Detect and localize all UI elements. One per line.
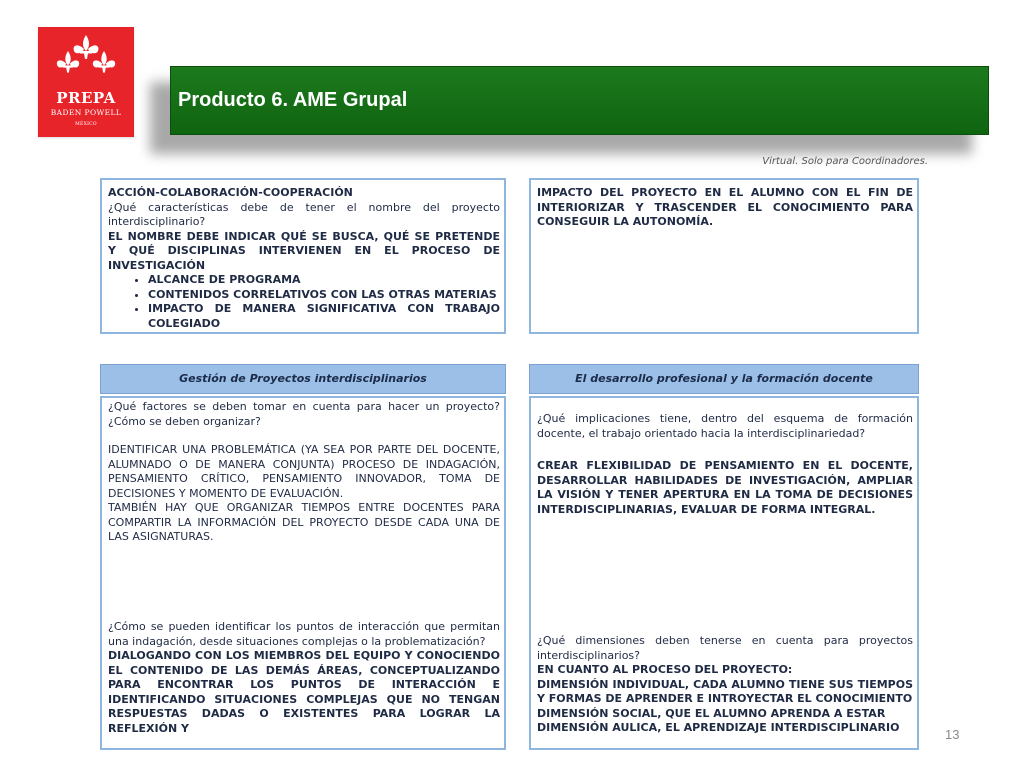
- box-gestion-question-2: ¿Cómo se pueden identificar los puntos de interacción que permitan una indagación, desde situaciones complejas o la problematización?: [108, 620, 500, 648]
- page-number: 13: [945, 727, 960, 742]
- box-desarrollo-question-2: ¿Qué dimensiones deben tenerse en cuenta para proyectos interdisciplinarios?: [537, 634, 913, 662]
- list-item: • CONTENIDOS CORRELATIVOS CON LAS OTRAS MATERIAS: [148, 288, 500, 303]
- box-accion-heading: ACCIÓN-COLABORACIÓN-COOPERACIÓN: [108, 186, 353, 199]
- box-gestion-answer-1: IDENTIFICAR UNA PROBLEMÁTICA (YA SEA POR PARTE DEL DOCENTE, ALUMNADO O DE MANERA CONJUNTA) PROCESO DE INDAGACIÓN, PENSAMIENTO CRÍTICO, PENSAMIENTO INNOVADOR, TOMA DE DECISIONES Y MOMENTO DE EVALUACIÓN.: [108, 443, 500, 500]
- box-accion-bullets: [108, 273, 500, 331]
- doc-top-note: Virtual. Solo para Coordinadores.: [762, 156, 928, 167]
- box-gestion-question-1: ¿Qué factores se deben tomar en cuenta para hacer un proyecto? ¿Cómo se deben organizar?: [108, 400, 500, 428]
- prepa-logo: [38, 27, 134, 137]
- title-banner: [171, 67, 988, 134]
- box-desarrollo-content: [537, 412, 913, 517]
- box-desarrollo-answer-2b: DIMENSIÓN INDIVIDUAL, CADA ALUMNO TIENE SUS TIEMPOS Y FORMAS DE APRENDER E INTROYECTAR EL CONOCIMIENTO: [537, 677, 913, 705]
- fleur-de-lis-icon: [38, 31, 134, 83]
- box-desarrollo-header: El desarrollo profesional y la formación docente: [529, 364, 919, 394]
- box-gestion-answer-2: DIALOGANDO CON LOS MIEMBROS DEL EQUIPO Y CONOCIENDO EL CONTENIDO DE LAS DEMÁS ÁREAS, CONCEPTUALIZANDO PARA ENCONTRAR LOS PUNTOS DE INTERACCIÓN E IDENTIFICANDO SITUACIONES COMPLEJAS QUE NO TENGAN RESPUESTAS DADAS O EXISTENTES PARA LOGRAR LA REFLEXIÓN Y: [108, 649, 500, 735]
- box-desarrollo-answer-2d: DIMENSIÓN AULICA, EL APRENDIZAJE INTERDISCIPLINARIO: [537, 721, 900, 734]
- page-title: Producto 6. AME Grupal: [178, 89, 408, 111]
- box-gestion-answer-1b: TAMBIÉN HAY QUE ORGANIZAR TIEMPOS ENTRE DOCENTES PARA COMPARTIR LA INFORMACIÓN DEL PROYECTO DESDE CADA UNA DE LAS ASIGNATURAS.: [108, 501, 500, 543]
- box-accion-content: [108, 186, 500, 331]
- box-desarrollo-answer-2a: EN CUANTO AL PROCESO DEL PROYECTO:: [537, 663, 793, 676]
- box-desarrollo-content-2: [537, 634, 913, 736]
- box-desarrollo-answer-2c: DIMENSIÓN SOCIAL, QUE EL ALUMNO APRENDA A ESTAR: [537, 706, 886, 720]
- box-accion-question: ¿Qué características debe de tener el nombre del proyecto interdisciplinario?: [108, 200, 500, 228]
- box-gestion-content: [108, 400, 500, 545]
- list-item: • IMPACTO DE MANERA SIGNIFICATIVA CON TRABAJO COLEGIADO: [148, 302, 500, 331]
- logo-brand: PREPA: [56, 89, 116, 107]
- box-desarrollo-answer-1: CREAR FLEXIBILIDAD DE PENSAMIENTO EN EL DOCENTE, DESARROLLAR HABILIDADES DE INVESTIGACIÓN, AMPLIAR LA VISIÓN Y TENER APERTURA EN LA TOMA DE DECISIONES INTERDISCIPLINARIAS, EVALUAR DE FORMA INTEGRAL.: [537, 459, 913, 516]
- box-gestion-content-2: [108, 620, 500, 736]
- box-impacto-text: IMPACTO DEL PROYECTO EN EL ALUMNO CON EL FIN DE INTERIORIZAR Y TRASCENDER EL CONOCIMIENTO PARA CONSEGUIR LA AUTONOMÍA.: [537, 186, 913, 228]
- box-gestion-header: Gestión de Proyectos interdisciplinarios: [100, 364, 506, 394]
- box-desarrollo-question-1: ¿Qué implicaciones tiene, dentro del esquema de formación docente, el trabajo orientado hacia la interdisciplinariedad?: [537, 412, 913, 440]
- box-accion-answer: EL NOMBRE DEBE INDICAR QUÉ SE BUSCA, QUÉ SE PRETENDE Y QUÉ DISCIPLINAS INTERVIENEN EN EL PROCESO DE INVESTIGACIÓN: [108, 229, 500, 272]
- logo-country: MÉXICO: [75, 122, 97, 127]
- logo-subtitle: BADEN POWELL: [50, 108, 122, 117]
- list-item: • ALCANCE DE PROGRAMA: [148, 273, 500, 288]
